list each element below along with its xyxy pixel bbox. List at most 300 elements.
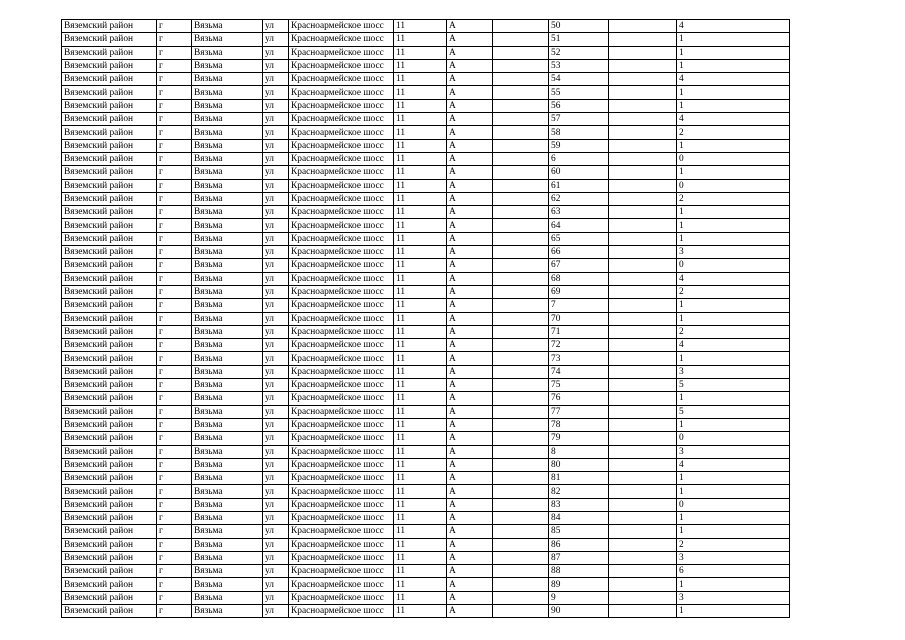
street-type-cell: ул — [263, 312, 289, 325]
category-cell: А — [447, 166, 493, 179]
settlement-type-cell: г — [157, 392, 192, 405]
settlement-cell: Вязьма — [192, 166, 263, 179]
district-cell: Вяземский район — [62, 179, 157, 192]
empty-cell — [493, 525, 549, 538]
empty-cell — [609, 339, 677, 352]
code-cell: 11 — [394, 166, 447, 179]
street-type-cell: ул — [263, 192, 289, 205]
code-cell: 11 — [394, 246, 447, 259]
code-cell: 11 — [394, 312, 447, 325]
count-cell: 3 — [677, 591, 790, 604]
settlement-cell: Вязьма — [192, 352, 263, 365]
street-cell: Красноармейское шосс — [289, 551, 394, 564]
empty-cell — [609, 578, 677, 591]
house-number-cell: 81 — [549, 472, 609, 485]
settlement-cell: Вязьма — [192, 605, 263, 618]
settlement-cell: Вязьма — [192, 472, 263, 485]
district-cell: Вяземский район — [62, 152, 157, 165]
house-number-cell: 58 — [549, 126, 609, 139]
house-number-cell: 69 — [549, 285, 609, 298]
count-cell: 4 — [677, 113, 790, 126]
table-row — [62, 379, 790, 392]
empty-cell — [493, 591, 549, 604]
house-number-cell: 89 — [549, 578, 609, 591]
district-cell: Вяземский район — [62, 113, 157, 126]
code-cell: 11 — [394, 59, 447, 72]
count-cell: 4 — [677, 20, 790, 33]
settlement-type-cell: г — [157, 33, 192, 46]
house-number-cell: 73 — [549, 352, 609, 365]
house-number-cell: 75 — [549, 379, 609, 392]
settlement-type-cell: г — [157, 166, 192, 179]
empty-cell — [493, 59, 549, 72]
category-cell: А — [447, 20, 493, 33]
settlement-cell: Вязьма — [192, 392, 263, 405]
empty-cell — [609, 259, 677, 272]
settlement-type-cell: г — [157, 511, 192, 524]
house-number-cell: 72 — [549, 339, 609, 352]
street-type-cell: ул — [263, 139, 289, 152]
table-row — [62, 498, 790, 511]
settlement-cell: Вязьма — [192, 259, 263, 272]
empty-cell — [493, 498, 549, 511]
code-cell: 11 — [394, 352, 447, 365]
street-cell: Красноармейское шосс — [289, 379, 394, 392]
empty-cell — [609, 113, 677, 126]
street-type-cell: ул — [263, 113, 289, 126]
count-cell: 1 — [677, 86, 790, 99]
district-cell: Вяземский район — [62, 272, 157, 285]
category-cell: А — [447, 113, 493, 126]
code-cell: 11 — [394, 192, 447, 205]
empty-cell — [609, 472, 677, 485]
category-cell: А — [447, 152, 493, 165]
settlement-cell: Вязьма — [192, 179, 263, 192]
empty-cell — [609, 432, 677, 445]
table-row — [62, 299, 790, 312]
code-cell: 11 — [394, 259, 447, 272]
code-cell: 11 — [394, 498, 447, 511]
count-cell: 1 — [677, 392, 790, 405]
district-cell: Вяземский район — [62, 432, 157, 445]
settlement-type-cell: г — [157, 272, 192, 285]
table-row — [62, 418, 790, 431]
settlement-cell: Вязьма — [192, 272, 263, 285]
category-cell: А — [447, 33, 493, 46]
count-cell: 1 — [677, 232, 790, 245]
settlement-type-cell: г — [157, 259, 192, 272]
category-cell: А — [447, 272, 493, 285]
house-number-cell: 59 — [549, 139, 609, 152]
street-cell: Красноармейское шосс — [289, 485, 394, 498]
settlement-type-cell: г — [157, 86, 192, 99]
code-cell: 11 — [394, 405, 447, 418]
empty-cell — [493, 46, 549, 59]
settlement-type-cell: г — [157, 379, 192, 392]
empty-cell — [609, 312, 677, 325]
count-cell: 5 — [677, 379, 790, 392]
code-cell: 11 — [394, 73, 447, 86]
street-type-cell: ул — [263, 379, 289, 392]
settlement-cell: Вязьма — [192, 511, 263, 524]
house-number-cell: 54 — [549, 73, 609, 86]
code-cell: 11 — [394, 99, 447, 112]
count-cell: 1 — [677, 578, 790, 591]
category-cell: А — [447, 551, 493, 564]
street-type-cell: ул — [263, 578, 289, 591]
district-cell: Вяземский район — [62, 86, 157, 99]
empty-cell — [493, 139, 549, 152]
count-cell: 1 — [677, 206, 790, 219]
district-cell: Вяземский район — [62, 259, 157, 272]
code-cell: 11 — [394, 472, 447, 485]
code-cell: 11 — [394, 272, 447, 285]
empty-cell — [609, 179, 677, 192]
code-cell: 11 — [394, 179, 447, 192]
code-cell: 11 — [394, 152, 447, 165]
empty-cell — [609, 498, 677, 511]
settlement-cell: Вязьма — [192, 458, 263, 471]
table-row — [62, 325, 790, 338]
street-cell: Красноармейское шосс — [289, 605, 394, 618]
empty-cell — [609, 299, 677, 312]
empty-cell — [609, 379, 677, 392]
settlement-cell: Вязьма — [192, 379, 263, 392]
code-cell: 11 — [394, 565, 447, 578]
empty-cell — [609, 166, 677, 179]
settlement-cell: Вязьма — [192, 99, 263, 112]
settlement-cell: Вязьма — [192, 405, 263, 418]
count-cell: 1 — [677, 511, 790, 524]
house-number-cell: 79 — [549, 432, 609, 445]
street-type-cell: ул — [263, 485, 289, 498]
empty-cell — [609, 538, 677, 551]
house-number-cell: 71 — [549, 325, 609, 338]
house-number-cell: 78 — [549, 418, 609, 431]
category-cell: А — [447, 458, 493, 471]
empty-cell — [493, 392, 549, 405]
empty-cell — [493, 458, 549, 471]
street-cell: Красноармейское шосс — [289, 365, 394, 378]
settlement-type-cell: г — [157, 405, 192, 418]
table-row — [62, 73, 790, 86]
empty-cell — [493, 312, 549, 325]
house-number-cell: 53 — [549, 59, 609, 72]
category-cell: А — [447, 285, 493, 298]
table-row — [62, 59, 790, 72]
street-cell: Красноармейское шосс — [289, 578, 394, 591]
empty-cell — [609, 485, 677, 498]
settlement-cell: Вязьма — [192, 232, 263, 245]
code-cell: 11 — [394, 392, 447, 405]
settlement-cell: Вязьма — [192, 86, 263, 99]
settlement-type-cell: г — [157, 232, 192, 245]
settlement-type-cell: г — [157, 46, 192, 59]
district-cell: Вяземский район — [62, 525, 157, 538]
settlement-cell: Вязьма — [192, 152, 263, 165]
empty-cell — [609, 418, 677, 431]
empty-cell — [493, 365, 549, 378]
count-cell: 4 — [677, 458, 790, 471]
street-type-cell: ул — [263, 86, 289, 99]
category-cell: А — [447, 485, 493, 498]
code-cell: 11 — [394, 551, 447, 564]
house-number-cell: 56 — [549, 99, 609, 112]
district-cell: Вяземский район — [62, 511, 157, 524]
street-cell: Красноармейское шосс — [289, 312, 394, 325]
house-number-cell: 6 — [549, 152, 609, 165]
empty-cell — [609, 605, 677, 618]
empty-cell — [493, 325, 549, 338]
settlement-type-cell: г — [157, 538, 192, 551]
district-cell: Вяземский район — [62, 73, 157, 86]
street-cell: Красноармейское шосс — [289, 99, 394, 112]
category-cell: А — [447, 259, 493, 272]
table-row — [62, 232, 790, 245]
category-cell: А — [447, 59, 493, 72]
table-row — [62, 259, 790, 272]
street-cell: Красноармейское шосс — [289, 179, 394, 192]
settlement-type-cell: г — [157, 179, 192, 192]
house-number-cell: 61 — [549, 179, 609, 192]
empty-cell — [609, 139, 677, 152]
street-cell: Красноармейское шосс — [289, 59, 394, 72]
district-cell: Вяземский район — [62, 285, 157, 298]
table-row — [62, 20, 790, 33]
code-cell: 11 — [394, 525, 447, 538]
settlement-type-cell: г — [157, 352, 192, 365]
count-cell: 1 — [677, 59, 790, 72]
house-number-cell: 9 — [549, 591, 609, 604]
empty-cell — [609, 59, 677, 72]
district-cell: Вяземский район — [62, 46, 157, 59]
category-cell: А — [447, 99, 493, 112]
table-row — [62, 339, 790, 352]
settlement-cell: Вязьма — [192, 299, 263, 312]
district-cell: Вяземский район — [62, 325, 157, 338]
category-cell: А — [447, 432, 493, 445]
table-row — [62, 551, 790, 564]
table-row — [62, 152, 790, 165]
empty-cell — [493, 511, 549, 524]
settlement-type-cell: г — [157, 299, 192, 312]
street-type-cell: ул — [263, 418, 289, 431]
settlement-type-cell: г — [157, 365, 192, 378]
street-type-cell: ул — [263, 591, 289, 604]
count-cell: 4 — [677, 339, 790, 352]
empty-cell — [493, 485, 549, 498]
settlement-type-cell: г — [157, 312, 192, 325]
street-type-cell: ул — [263, 472, 289, 485]
table-row — [62, 432, 790, 445]
settlement-cell: Вязьма — [192, 538, 263, 551]
street-cell: Красноармейское шосс — [289, 46, 394, 59]
empty-cell — [493, 113, 549, 126]
table-row — [62, 352, 790, 365]
empty-cell — [609, 325, 677, 338]
code-cell: 11 — [394, 232, 447, 245]
empty-cell — [609, 232, 677, 245]
house-number-cell: 67 — [549, 259, 609, 272]
category-cell: А — [447, 139, 493, 152]
district-cell: Вяземский район — [62, 352, 157, 365]
settlement-cell: Вязьма — [192, 418, 263, 431]
street-cell: Красноармейское шосс — [289, 405, 394, 418]
count-cell: 6 — [677, 565, 790, 578]
category-cell: А — [447, 405, 493, 418]
count-cell: 4 — [677, 272, 790, 285]
district-cell: Вяземский район — [62, 605, 157, 618]
empty-cell — [493, 192, 549, 205]
settlement-cell: Вязьма — [192, 126, 263, 139]
house-number-cell: 57 — [549, 113, 609, 126]
code-cell: 11 — [394, 33, 447, 46]
code-cell: 11 — [394, 86, 447, 99]
street-type-cell: ул — [263, 392, 289, 405]
street-cell: Красноармейское шосс — [289, 113, 394, 126]
house-number-cell: 88 — [549, 565, 609, 578]
settlement-type-cell: г — [157, 418, 192, 431]
empty-cell — [609, 445, 677, 458]
empty-cell — [609, 246, 677, 259]
street-type-cell: ул — [263, 152, 289, 165]
address-table — [61, 19, 790, 618]
empty-cell — [609, 525, 677, 538]
district-cell: Вяземский район — [62, 339, 157, 352]
house-number-cell: 8 — [549, 445, 609, 458]
house-number-cell: 60 — [549, 166, 609, 179]
code-cell: 11 — [394, 20, 447, 33]
settlement-type-cell: г — [157, 99, 192, 112]
district-cell: Вяземский район — [62, 565, 157, 578]
district-cell: Вяземский район — [62, 379, 157, 392]
table-row — [62, 458, 790, 471]
table-row — [62, 246, 790, 259]
street-type-cell: ул — [263, 232, 289, 245]
empty-cell — [609, 285, 677, 298]
street-cell: Красноармейское шосс — [289, 285, 394, 298]
district-cell: Вяземский район — [62, 20, 157, 33]
street-type-cell: ул — [263, 405, 289, 418]
street-type-cell: ул — [263, 285, 289, 298]
district-cell: Вяземский район — [62, 418, 157, 431]
empty-cell — [609, 33, 677, 46]
district-cell: Вяземский район — [62, 405, 157, 418]
settlement-type-cell: г — [157, 458, 192, 471]
table-row — [62, 219, 790, 232]
table-row — [62, 538, 790, 551]
empty-cell — [493, 379, 549, 392]
street-cell: Красноармейское шосс — [289, 33, 394, 46]
district-cell: Вяземский район — [62, 551, 157, 564]
house-number-cell: 51 — [549, 33, 609, 46]
code-cell: 11 — [394, 379, 447, 392]
street-type-cell: ул — [263, 46, 289, 59]
count-cell: 1 — [677, 299, 790, 312]
empty-cell — [609, 458, 677, 471]
category-cell: А — [447, 392, 493, 405]
settlement-type-cell: г — [157, 591, 192, 604]
code-cell: 11 — [394, 46, 447, 59]
table-row — [62, 405, 790, 418]
house-number-cell: 55 — [549, 86, 609, 99]
count-cell: 2 — [677, 325, 790, 338]
empty-cell — [609, 565, 677, 578]
category-cell: А — [447, 325, 493, 338]
street-cell: Красноармейское шосс — [289, 591, 394, 604]
settlement-cell: Вязьма — [192, 365, 263, 378]
settlement-cell: Вязьма — [192, 339, 263, 352]
category-cell: А — [447, 565, 493, 578]
count-cell: 3 — [677, 445, 790, 458]
count-cell: 2 — [677, 192, 790, 205]
empty-cell — [493, 246, 549, 259]
code-cell: 11 — [394, 511, 447, 524]
category-cell: А — [447, 352, 493, 365]
district-cell: Вяземский район — [62, 166, 157, 179]
empty-cell — [493, 86, 549, 99]
house-number-cell: 63 — [549, 206, 609, 219]
street-cell: Красноармейское шосс — [289, 325, 394, 338]
count-cell: 2 — [677, 538, 790, 551]
settlement-cell: Вязьма — [192, 20, 263, 33]
street-cell: Красноармейское шосс — [289, 538, 394, 551]
street-cell: Красноармейское шосс — [289, 139, 394, 152]
code-cell: 11 — [394, 538, 447, 551]
category-cell: А — [447, 232, 493, 245]
empty-cell — [493, 405, 549, 418]
table-row — [62, 591, 790, 604]
settlement-type-cell: г — [157, 285, 192, 298]
count-cell: 0 — [677, 152, 790, 165]
code-cell: 11 — [394, 432, 447, 445]
street-cell: Красноармейское шосс — [289, 166, 394, 179]
settlement-type-cell: г — [157, 432, 192, 445]
count-cell: 3 — [677, 551, 790, 564]
table-row — [62, 565, 790, 578]
settlement-type-cell: г — [157, 565, 192, 578]
house-number-cell: 70 — [549, 312, 609, 325]
code-cell: 11 — [394, 339, 447, 352]
street-cell: Красноармейское шосс — [289, 445, 394, 458]
empty-cell — [493, 565, 549, 578]
street-cell: Красноармейское шосс — [289, 73, 394, 86]
code-cell: 11 — [394, 139, 447, 152]
settlement-type-cell: г — [157, 498, 192, 511]
table-row — [62, 312, 790, 325]
empty-cell — [493, 352, 549, 365]
empty-cell — [609, 405, 677, 418]
settlement-cell: Вязьма — [192, 551, 263, 564]
count-cell: 1 — [677, 485, 790, 498]
street-cell: Красноармейское шосс — [289, 472, 394, 485]
empty-cell — [493, 232, 549, 245]
table-row — [62, 511, 790, 524]
street-cell: Красноармейское шосс — [289, 511, 394, 524]
table-row — [62, 192, 790, 205]
empty-cell — [609, 192, 677, 205]
count-cell: 0 — [677, 179, 790, 192]
category-cell: А — [447, 472, 493, 485]
house-number-cell: 85 — [549, 525, 609, 538]
settlement-cell: Вязьма — [192, 113, 263, 126]
street-type-cell: ул — [263, 272, 289, 285]
code-cell: 11 — [394, 126, 447, 139]
street-cell: Красноармейское шосс — [289, 458, 394, 471]
street-cell: Красноармейское шосс — [289, 86, 394, 99]
table-row — [62, 139, 790, 152]
table-row — [62, 392, 790, 405]
